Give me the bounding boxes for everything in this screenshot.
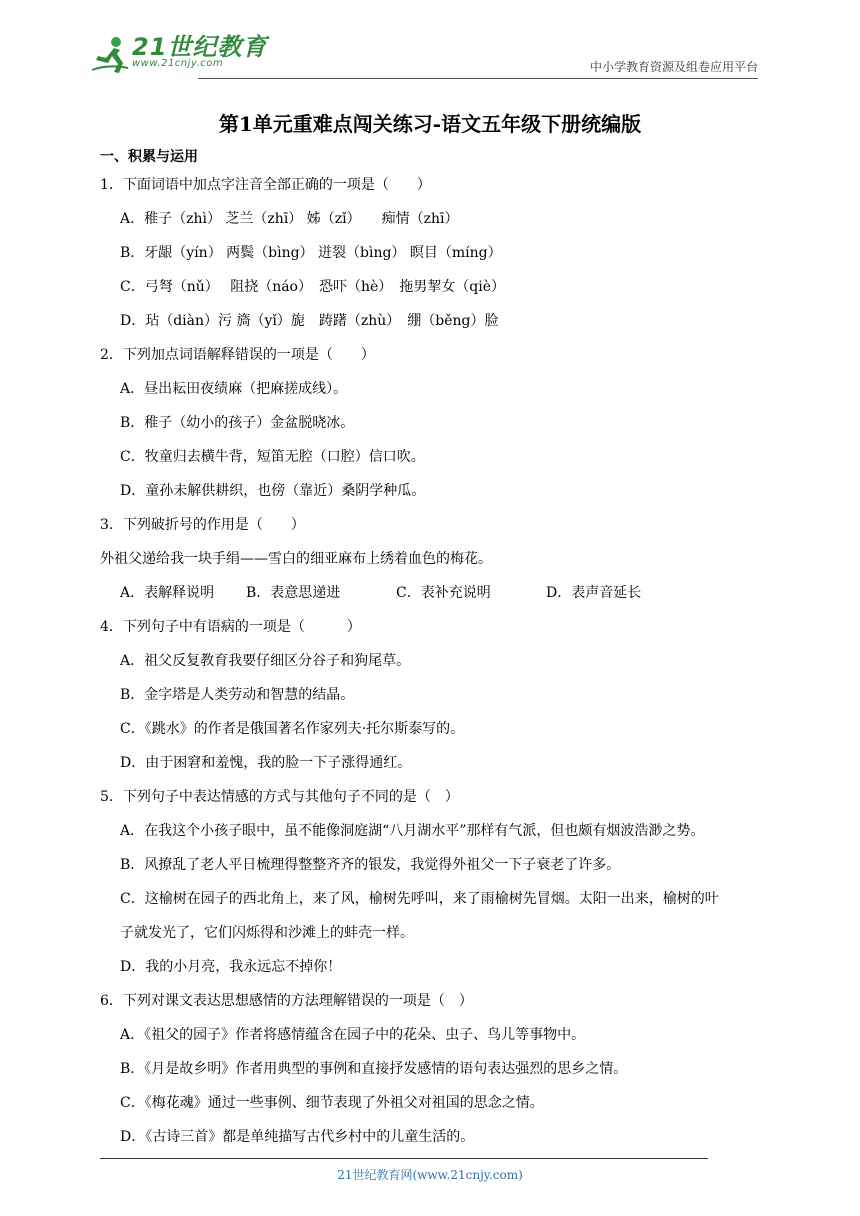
question-5-option: B．风撩乱了老人平日梳理得整整齐齐的银发，我觉得外祖父一下子衰老了许多。	[120, 857, 621, 873]
question-3-text: 外祖父递给我一块手绢——雪白的细亚麻布上绣着血色的梅花。	[100, 551, 492, 567]
page-header	[90, 34, 758, 80]
question-3-option: D．表声音延长	[546, 585, 642, 601]
question-3-option: B．表意思递进	[246, 585, 341, 601]
question-1-stem: 1．下面词语中加点字注音全部正确的一项是（ ）	[100, 177, 431, 193]
question-2-option: B．稚子（幼小的孩子）金盆脱晓冰。	[120, 415, 355, 431]
question-6-option: A．《祖父的园子》作者将感情蕴含在园子中的花朵、虫子、鸟儿等事物中。	[120, 1027, 586, 1043]
question-4-option: B．金字塔是人类劳动和智慧的结晶。	[120, 687, 355, 703]
question-2-stem: 2．下列加点词语解释错误的一项是（ ）	[100, 347, 375, 363]
logo-url: www.21cnjy.com	[132, 58, 224, 69]
question-1-option: D．玷（diàn）污 旖（yǐ）旎 踌躇（zhù） 绷（běng）脸	[120, 313, 499, 329]
platform-label: 中小学教育资源及组卷应用平台	[589, 60, 758, 74]
question-3-option: C．表补充说明	[396, 585, 491, 601]
question-5-stem: 5．下列句子中表达情感的方式与其他句子不同的是（ ）	[100, 789, 459, 805]
footer-link[interactable]: 21世纪教育网(www.21cnjy.com)	[337, 1168, 523, 1182]
question-1-option: B．牙龈（yín） 两鬓（bìng） 迸裂（bìng） 瞑目（míng）	[120, 245, 502, 261]
page-title: 第1单元重难点闯关练习-语文五年级下册统编版	[218, 112, 642, 136]
header-divider	[198, 78, 758, 79]
question-6-option: C．《梅花魂》通过一些事例、细节表现了外祖父对祖国的思念之情。	[120, 1095, 544, 1111]
logo	[90, 34, 267, 74]
question-1-option: A．稚子（zhì） 芝兰（zhī） 姊（zǐ） 痴情（zhī）	[120, 211, 459, 227]
question-6-option: D．《古诗三首》都是单纯描写古代乡村中的儿童生活的。	[120, 1129, 475, 1145]
footer-divider	[100, 1158, 708, 1159]
question-4-option: D．由于困窘和羞愧，我的脸一下子涨得通红。	[120, 755, 412, 771]
question-4-option: C．《跳水》的作者是俄国著名作家列夫·托尔斯泰写的。	[120, 721, 465, 737]
question-2-option: D．童孙未解供耕织，也傍（靠近）桑阴学种瓜。	[120, 483, 426, 499]
question-5-option: D．我的小月亮，我永远忘不掉你！	[120, 959, 342, 975]
logo-title: 21世纪教育	[132, 33, 268, 61]
question-6-option: B．《月是故乡明》作者用典型的事例和直接抒发感情的语句表达强烈的思乡之情。	[120, 1061, 628, 1077]
question-6-stem: 6．下列对课文表达思想感情的方法理解错误的一项是（ ）	[100, 993, 473, 1009]
question-5-option: C．这榆树在园子的西北角上，来了风，榆树先呼叫，来了雨榆树先冒烟。太阳一出来，榆树的叶	[120, 891, 719, 907]
question-5-option-continued: 子就发光了，它们闪烁得和沙滩上的蚌壳一样。	[120, 925, 414, 941]
question-4-option: A．祖父反复教育我要仔细区分谷子和狗尾草。	[120, 653, 411, 669]
question-3-options	[100, 576, 780, 610]
question-2-option: A．昼出耘田夜绩麻（把麻搓成线）。	[120, 381, 348, 397]
runner-logo-icon	[90, 34, 130, 74]
section-heading: 一、积累与运用	[100, 149, 198, 165]
document-body	[100, 146, 780, 1154]
question-2-option: C．牧童归去横牛背，短笛无腔（口腔）信口吹。	[120, 449, 425, 465]
question-1-option: C．弓弩（nǔ） 阻挠（náo） 恐吓（hè） 拖男挈女（qiè）	[120, 279, 506, 295]
question-3-option: A．表解释说明	[120, 585, 215, 601]
question-4-stem: 4．下列句子中有语病的一项是（ ）	[100, 619, 361, 635]
question-5-option: A．在我这个小孩子眼中，虽不能像洞庭湖“八月湖水平”那样有气派，但也颇有烟波浩渺之势。	[120, 823, 705, 839]
logo-text	[132, 34, 267, 69]
question-3-stem: 3．下列破折号的作用是（ ）	[100, 517, 305, 533]
